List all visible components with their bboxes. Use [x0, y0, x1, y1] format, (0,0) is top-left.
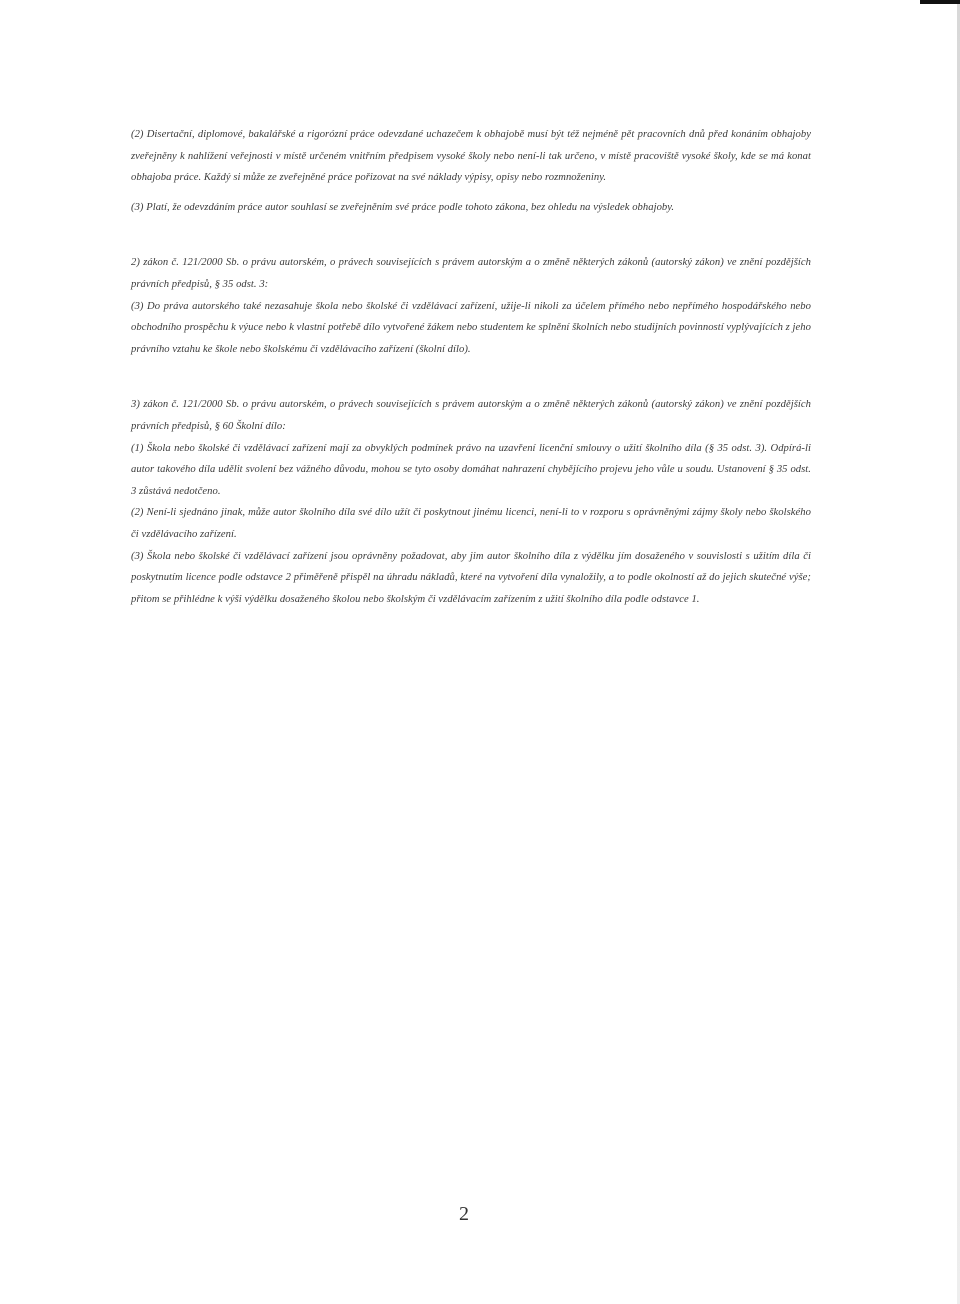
- document-body: [131, 124, 811, 610]
- footnote-2-text: (3) Do práva autorského také nezasahuje škola nebo školské či vzdělávací zařízení, užije-li nikoli za účelem přímého nebo nepřímého hospodářského nebo obchodního prospěchu k výuce nebo k vlastní potřebě dílo vytvořené žákem nebo studentem ke splnění školních nebo studijních povinností vyplývajících z jeho právního vztahu ke škole nebo školskému či vzdělávacího zařízení (školní dílo).: [131, 300, 811, 355]
- section-thesis-publication: [131, 124, 811, 218]
- section-footnote-3: [131, 394, 811, 610]
- section-footnote-2: [131, 252, 811, 360]
- page-number: 2: [459, 1203, 469, 1225]
- footnote-2-reference: 2) zákon č. 121/2000 Sb. o právu autorském, o právech souvisejících s právem autorským a o změně některých zákonů (autorský zákon) ve znění pozdějších právních předpisů, § 35 odst. 3:: [131, 257, 811, 290]
- footnote-3-clause-3: (3) Škola nebo školské či vzdělávací zařízení jsou oprávněny požadovat, aby jim autor školního díla z výdělku jím dosaženého v souvislosti s užitím díla či poskytnutím licence podle odstavce 2 přiměřeně přispěl na úhradu nákladů, které na vytvoření díla vynaložily, a to podle okolností až do jejich skutečné výše; přitom se přihlédne k výši výdělku dosaženého školou nebo školským či vzdělávacím zařízením z užití školního díla podle odstavce 1.: [131, 550, 811, 605]
- footnote-3-reference: 3) zákon č. 121/2000 Sb. o právu autorském, o právech souvisejících s právem autorským a o změně některých zákonů (autorský zákon) ve znění pozdějších právních předpisů, § 60 Školní dílo:: [131, 399, 811, 432]
- paragraph-author-consent: (3) Platí, že odevzdáním práce autor souhlasí se zveřejněním své práce podle tohoto zákona, bez ohledu na výsledek obhajoby.: [131, 201, 675, 213]
- paragraph-thesis-disclosure: (2) Disertační, diplomové, bakalářské a rigorózní práce odevzdané uchazečem k obhajobě musí být též nejméně pět pracovních dnů před konáním obhajoby zveřejněny k nahlížení veřejnosti v místě určeném vnitřním předpisem vysoké školy nebo není-li tak určeno, v místě pracoviště vysoké školy, kde se má konat obhajoba práce. Každý si může ze zveřejněné práce pořizovat na své náklady výpisy, opisy nebo rozmnoženiny.: [131, 129, 811, 184]
- footnote-3-clause-2: (2) Není-li sjednáno jinak, může autor školního díla své dílo užít či poskytnout jinému licenci, není-li to v rozporu s oprávněnými zájmy školy nebo školského či vzdělávacího zařízení.: [131, 507, 811, 540]
- scan-corner-mark: [920, 0, 960, 4]
- footnote-3-clause-1: (1) Škola nebo školské či vzdělávací zařízení mají za obvyklých podmínek právo na uzavření licenční smlouvy o užití školního díla (§ 35 odst. 3). Odpírá-li autor takového díla udělit svolení bez vážného důvodu, mohou se tyto osoby domáhat nahrazení chybějícího projevu jeho vůle u soudu. Ustanovení § 35 odst. 3 zůstává nedotčeno.: [131, 442, 811, 497]
